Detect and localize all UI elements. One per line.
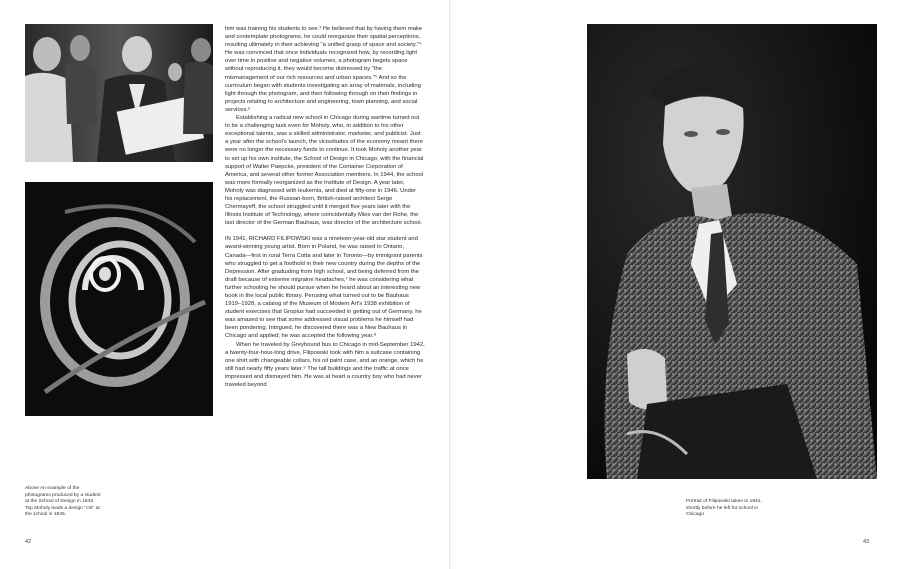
- portrait-photo-icon: [587, 24, 877, 479]
- crit-photo-icon: [25, 24, 213, 162]
- body-text-column: [225, 25, 425, 389]
- body-paragraph: Establishing a radical new school in Chicago during wartime turned out to be a challenging task even for Moholy, who, in addition to his other exceptional talents, was a skilled administrator, marketer, and publicist. Just a year after the school's launch, the vicissitudes of the economy meant there were no longer the necessary funds to continue. It took Moholy another year to set up his own institute, the School of Design in Chicago, with the financial support of Walter Paepcke, president of the Container Corporation of America, and several other former Association members. In 1944, the school was more formally reorganized as the Institute of Design. A year later, Moholy was diagnosed with leukemia, and died at fifty-one in 1946. Under his replacement, the Russian-born, British-raised architect Serge Chermayeff, the school struggled until it merged five years later with the Illinois Institute of Technology, where coincidentally Mies van der Rohe, the last director of the German Bauhaus, was director of the architecture school.: [225, 115, 424, 227]
- body-paragraph: When he traveled by Greyhound bus to Chicago in mid-September 1942, a twenty-four-hour-long drive, Filipowski took with him a suitcase containing one shirt with changeable collars, his oil paint case, and an orange, which he still had nearly fifty years later.⁹ The tall buildings and the traffic at once impressed and dismayed him. He was at heart a country boy who had never traveled beyond: [225, 341, 425, 389]
- page-gutter: [449, 0, 451, 569]
- page-number-left: 42: [25, 539, 32, 545]
- body-paragraph: IN 1941, RICHARD FILIPOWSKI was a nineteen-year-old star student and award-winning young artist. Born in Poland, he was raised in Ontario, Canada—first in rural Terra Cotta and later in Toronto—by immigrant parents who struggled to get a foothold in their new country during the depths of the Depression. After graduating from high school, and being deferred from the draft because of extreme migraine headaches,⁷ he was considering what further schooling he should pursue when he heard about an interesting new book in the local public library. Perusing what turned out to be Bauhaus 1919–1928, a catalog of the Museum of Modern Art's 1938 exhibition of student exercises that Gropius had succeeded in getting out of Germany, he was amazed to see that some addressed visual problems he himself had been pondering. Intrigued, he discovered there was a New Bauhaus in Chicago and applied; he was accepted the following year.⁸: [225, 236, 423, 340]
- photogram-spiral-icon: [25, 182, 213, 416]
- portrait-caption: Portrait of Filipowski taken in 1942, shortly before he left for school in Chicago: [686, 499, 762, 518]
- left-photo-caption: Above An example of the photograms produced by a student at the School of Design in 1943. Top Moholy leads a design "crit" at the school in 1946.: [25, 486, 101, 518]
- page-number-right: 43: [863, 539, 870, 545]
- body-paragraph: him was training his students to see.³ He believed that by having them make and contemplate photograms, he could reorganize their spatial perceptions, resulting ultimately in their achieving "a unified grasp of space and society."⁴ He was convinced that once individuals recognized how, by recording light over time in positive and negative volumes, a photogram begets space without reproducing it, they would become distressed by "the mismanagement of our rich resources and urban spaces."⁵ And so the curriculum began with students investigating an array of materials, including light through the photogram, and then following through on their findings in projects relating to architecture and engineering, town planning, and social services.⁶: [225, 26, 423, 113]
